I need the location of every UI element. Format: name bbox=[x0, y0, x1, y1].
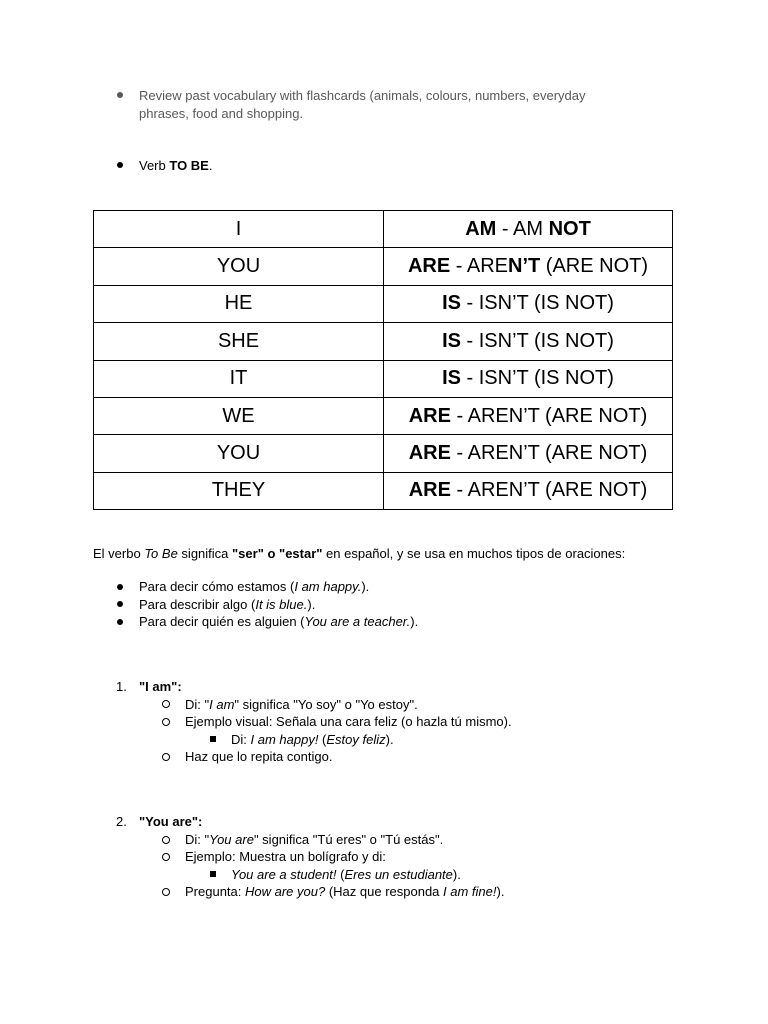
review-item bbox=[139, 87, 699, 122]
table-row bbox=[94, 323, 673, 360]
table-row bbox=[94, 397, 673, 434]
use-item-2: Para describir algo (It is blue.). bbox=[139, 596, 316, 612]
verb-form-cell: IS - ISN’T (IS NOT) bbox=[384, 285, 673, 322]
section-1-line-4: Haz que lo repita contigo. bbox=[185, 749, 333, 764]
circle-bullet-icon bbox=[162, 853, 170, 861]
section-2-line-2: Ejemplo: Muestra un bolígrafo y di: bbox=[185, 849, 386, 864]
section-2-line-3: You are a student! (Eres un estudiante). bbox=[231, 866, 461, 882]
review-line-1: Review past vocabulary with flashcards (animals, colours, numbers, everyday bbox=[139, 88, 586, 103]
section-1-line-3: Di: I am happy! (Estoy feliz). bbox=[231, 731, 394, 747]
subject-cell: SHE bbox=[94, 323, 384, 360]
verb-form-cell: IS - ISN’T (IS NOT) bbox=[384, 360, 673, 397]
to-be-conjugation-table bbox=[93, 210, 673, 510]
verb-form-cell: ARE - AREN’T (ARE NOT) bbox=[384, 435, 673, 472]
section-2-number: 2. bbox=[116, 814, 127, 829]
square-bullet-icon bbox=[210, 736, 216, 742]
verb-form-cell: ARE - AREN’T (ARE NOT) bbox=[384, 248, 673, 285]
bullet-icon bbox=[117, 601, 123, 607]
use-item-3: Para decir quién es alguien (You are a teacher.). bbox=[139, 614, 419, 629]
bullet-icon bbox=[117, 584, 123, 590]
review-line-2: phrases, food and shopping. bbox=[139, 105, 304, 121]
subject-cell: HE bbox=[94, 285, 384, 322]
section-2-title: "You are": bbox=[139, 814, 203, 829]
bullet-icon bbox=[117, 619, 123, 625]
explanation-paragraph: El verbo To Be significa "ser" o "estar" en español, y se usa en muchos tipos de oraciones: bbox=[93, 546, 626, 561]
subject-cell: WE bbox=[94, 397, 384, 434]
table-row bbox=[94, 472, 673, 509]
verb-form-cell: ARE - AREN’T (ARE NOT) bbox=[384, 397, 673, 434]
verb-to-be-item: Verb TO BE. bbox=[139, 158, 213, 173]
circle-bullet-icon bbox=[162, 836, 170, 844]
section-1-number: 1. bbox=[116, 679, 127, 694]
table-row bbox=[94, 360, 673, 397]
section-2-line-4: Pregunta: How are you? (Haz que responda I am fine!). bbox=[185, 884, 505, 899]
square-bullet-icon bbox=[210, 871, 216, 877]
circle-bullet-icon bbox=[162, 753, 170, 761]
circle-bullet-icon bbox=[162, 888, 170, 896]
section-2-line-1: Di: "You are" significa "Tú eres" o "Tú estás". bbox=[185, 831, 444, 847]
section-1-line-1: Di: "I am" significa "Yo soy" o "Yo estoy". bbox=[185, 696, 418, 712]
bullet-icon bbox=[117, 162, 123, 168]
bullet-icon bbox=[117, 92, 123, 98]
subject-cell: YOU bbox=[94, 435, 384, 472]
verb-form-cell: ARE - AREN’T (ARE NOT) bbox=[384, 472, 673, 509]
verb-form-cell: IS - ISN’T (IS NOT) bbox=[384, 323, 673, 360]
subject-cell: THEY bbox=[94, 472, 384, 509]
subject-cell: IT bbox=[94, 360, 384, 397]
subject-cell: YOU bbox=[94, 248, 384, 285]
table-row bbox=[94, 435, 673, 472]
verb-form-cell: AM - AM NOT bbox=[384, 211, 673, 248]
circle-bullet-icon bbox=[162, 700, 170, 708]
use-item-1: Para decir cómo estamos (I am happy.). bbox=[139, 579, 370, 594]
section-1-title: "I am": bbox=[139, 679, 182, 694]
table-row bbox=[94, 285, 673, 322]
subject-cell: I bbox=[94, 211, 384, 248]
verb-to-be-bold: TO BE bbox=[169, 158, 209, 173]
circle-bullet-icon bbox=[162, 718, 170, 726]
table-row bbox=[94, 211, 673, 248]
table-row bbox=[94, 248, 673, 285]
section-1-line-2: Ejemplo visual: Señala una cara feliz (o hazla tú mismo). bbox=[185, 714, 512, 729]
